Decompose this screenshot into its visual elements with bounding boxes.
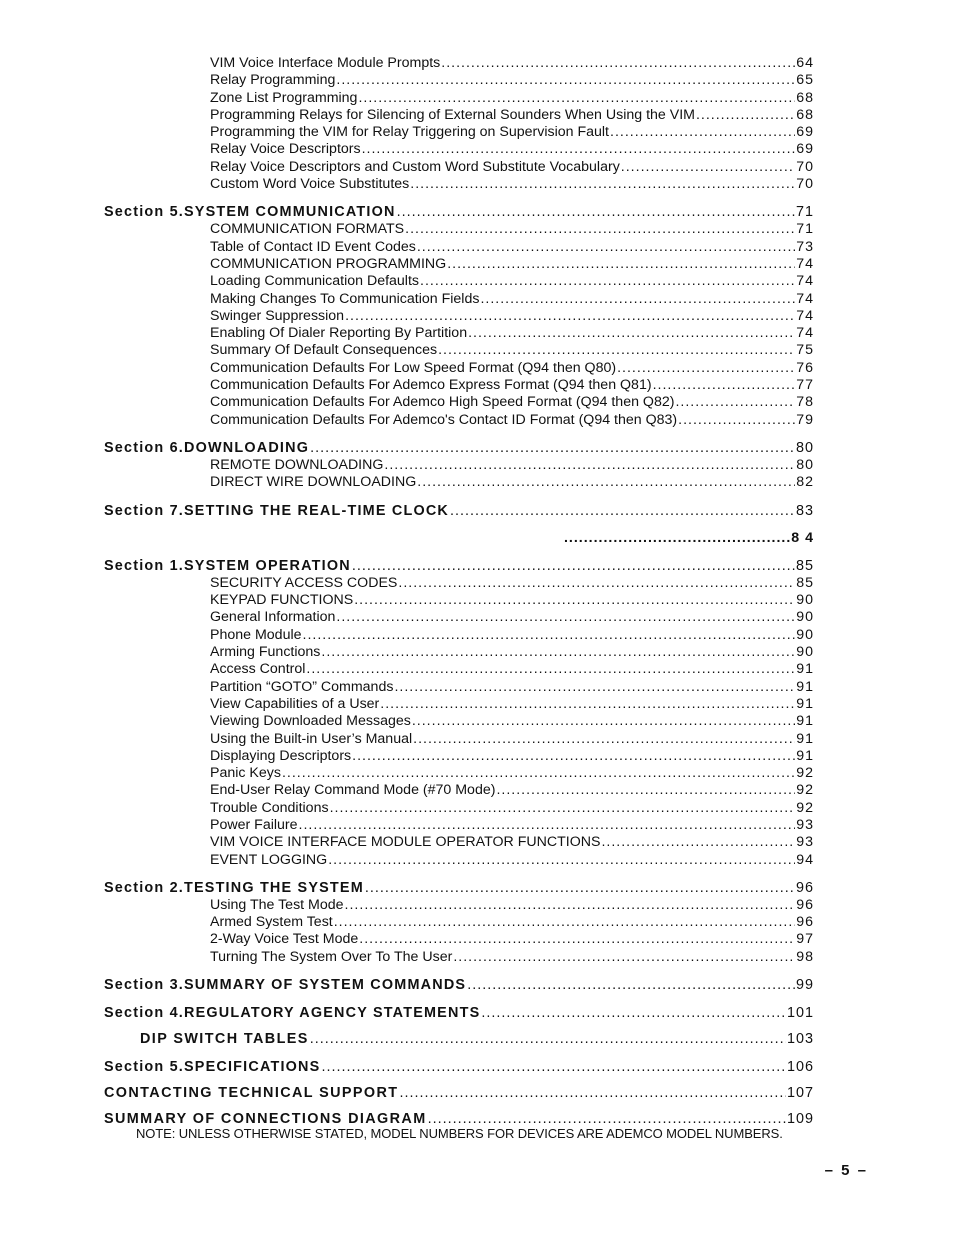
entry-title: 2-Way Voice Test Mode xyxy=(210,931,359,948)
page-ref: 78 xyxy=(796,394,814,411)
toc-subentry xyxy=(104,412,814,429)
page-ref: 91 xyxy=(796,678,814,695)
page-ref: 85 xyxy=(796,574,814,591)
entry-title: VIM Voice Interface Module Prompts xyxy=(210,55,441,71)
page-ref: 90 xyxy=(796,644,814,661)
toc-subentry xyxy=(104,914,814,931)
dot-leader xyxy=(481,1004,786,1022)
toc-subentry xyxy=(104,696,814,713)
entry-title: Communication Defaults For Ademco High Speed Format (Q94 then Q82) xyxy=(210,394,675,411)
entry-title: Using the Built-in User’s Manual xyxy=(210,730,413,747)
page-ref: 106 xyxy=(786,1059,814,1076)
page-ref: 73 xyxy=(796,238,814,255)
dot-leader xyxy=(417,239,795,256)
entry-title: KEYPAD FUNCTIONS xyxy=(210,592,354,609)
entry-title: Custom Word Voice Substitutes xyxy=(210,176,410,193)
entry-title: View Capabilities of a User xyxy=(210,695,380,712)
toc-subentry xyxy=(104,713,814,730)
page-ref: 85 xyxy=(795,557,814,574)
toc-subentry xyxy=(104,273,814,290)
page-ref: 107 xyxy=(786,1085,814,1102)
toc-subentry xyxy=(104,949,814,966)
page-ref: 74 xyxy=(796,307,814,324)
page-ref: 69 xyxy=(796,141,814,158)
page-ref: 97 xyxy=(796,931,814,948)
dot-leader xyxy=(345,308,795,325)
dot-leader xyxy=(330,800,796,817)
toc-orphan-leader xyxy=(104,530,814,547)
dot-leader xyxy=(453,949,795,966)
entry-title: Table of Contact ID Event Codes xyxy=(210,238,416,255)
dot-leader xyxy=(410,176,795,193)
toc-subentry xyxy=(104,661,814,678)
page-ref: 77 xyxy=(796,377,814,394)
page-ref: 90 xyxy=(796,609,814,626)
toc-section-entry xyxy=(104,1058,814,1076)
dot-leader xyxy=(352,557,795,575)
entry-title: Communication Defaults For Low Speed Format (Q94 then Q80) xyxy=(210,359,617,376)
dot-leader xyxy=(362,141,796,158)
page-ref: 65 xyxy=(796,72,814,89)
page-ref: 96 xyxy=(796,914,814,931)
toc-top-entry xyxy=(104,1084,814,1102)
section-number: Section 1. xyxy=(104,557,184,574)
section-number: Section 6. xyxy=(104,439,184,456)
toc-subentry xyxy=(104,592,814,609)
toc-subentry xyxy=(104,748,814,765)
dot-leader xyxy=(358,90,795,107)
toc-subentry xyxy=(104,342,814,359)
entry-title: DIRECT WIRE DOWNLOADING xyxy=(210,474,417,491)
entry-title: Relay Voice Descriptors xyxy=(210,141,361,158)
page-ref: 91 xyxy=(796,661,814,678)
entry-title: SECURITY ACCESS CODES xyxy=(210,574,398,591)
page-ref: 80 xyxy=(795,439,814,456)
dot-leader xyxy=(321,1058,786,1076)
entry-title: Using The Test Mode xyxy=(210,896,344,913)
entry-title: Swinger Suppression xyxy=(210,307,345,324)
page-ref: 91 xyxy=(796,713,814,730)
dot-leader xyxy=(696,107,795,124)
dot-leader xyxy=(352,748,795,765)
dot-leader xyxy=(359,931,795,948)
dot-leader xyxy=(303,627,796,644)
toc-subentry xyxy=(104,609,814,626)
entry-title: Relay Voice Descriptors and Custom Word Substitute Vocabulary xyxy=(210,158,620,175)
entry-title: Programming Relays for Silencing of External Sounders When Using the VIM xyxy=(210,106,695,123)
page-number: – 5 – xyxy=(824,1162,868,1179)
page-ref: 98 xyxy=(796,948,814,965)
page-ref: 79 xyxy=(796,411,814,428)
dot-leader xyxy=(441,55,795,72)
dot-leader xyxy=(601,834,795,851)
toc-subentry xyxy=(104,457,814,474)
toc-subentry xyxy=(104,239,814,256)
dot-leader xyxy=(450,502,795,520)
toc-subentry xyxy=(104,308,814,325)
entry-title: Zone List Programming xyxy=(210,89,358,106)
dot-leader xyxy=(653,377,796,394)
page-ref: 103 xyxy=(786,1031,814,1048)
dot-leader xyxy=(610,124,795,141)
toc-subentry xyxy=(104,55,814,72)
page-ref: 75 xyxy=(796,342,814,359)
entry-title: DIP SWITCH TABLES xyxy=(140,1031,309,1048)
page-ref: 64 xyxy=(796,55,814,71)
entry-title: Partition “GOTO” Commands xyxy=(210,678,394,695)
dot-leader xyxy=(310,1030,786,1048)
dot-leader xyxy=(354,592,795,609)
dot-leader xyxy=(365,879,795,897)
dot-leader xyxy=(394,679,795,696)
page-ref: 82 xyxy=(796,474,814,491)
entry-title: DOWNLOADING xyxy=(183,439,310,456)
entry-title: Power Failure xyxy=(210,816,298,833)
dot-leader xyxy=(336,609,795,626)
page-ref: 92 xyxy=(796,782,814,799)
page-ref: 99 xyxy=(795,977,814,994)
entry-title: Displaying Descriptors xyxy=(210,747,352,764)
page-ref: 96 xyxy=(796,896,814,913)
section-number: Section 2. xyxy=(104,879,184,896)
dot-leader xyxy=(621,159,795,176)
entry-title: SUMMARY OF CONNECTIONS DIAGRAM xyxy=(104,1111,427,1128)
toc-section-entry xyxy=(104,502,814,520)
page-ref: 96 xyxy=(795,879,814,896)
page-ref: 83 xyxy=(795,502,814,519)
toc-subentry xyxy=(104,221,814,238)
toc-subentry xyxy=(104,256,814,273)
toc-section-entry xyxy=(104,879,814,897)
toc-subentry xyxy=(104,141,814,158)
entry-title: SETTING THE REAL-TIME CLOCK xyxy=(183,502,450,519)
entry-title: Arming Functions xyxy=(210,644,321,661)
toc-subentry xyxy=(104,897,814,914)
dot-leader xyxy=(438,342,795,359)
entry-title: General Information xyxy=(210,609,336,626)
page-ref: 91 xyxy=(796,695,814,712)
entry-title: Communication Defaults For Ademco Express Format (Q94 then Q81) xyxy=(210,377,652,394)
dot-leader xyxy=(380,696,795,713)
dot-leader xyxy=(420,273,795,290)
page-ref: 80 xyxy=(796,456,814,473)
page-ref: 90 xyxy=(796,626,814,643)
toc-subentry xyxy=(104,124,814,141)
entry-title: REGULATORY AGENCY STATEMENTS xyxy=(183,1005,481,1022)
dot-leader xyxy=(398,575,795,592)
toc-subentry xyxy=(104,765,814,782)
page-ref: 70 xyxy=(796,158,814,175)
page-ref: 69 xyxy=(796,124,814,141)
entry-title: Access Control xyxy=(210,661,306,678)
toc-subentry xyxy=(104,291,814,308)
entry-title: COMMUNICATION FORMATS xyxy=(210,221,405,238)
entry-title: Programming the VIM for Relay Triggering on Supervision Fault xyxy=(210,124,610,141)
dot-leader xyxy=(468,325,795,342)
toc-subentry xyxy=(104,575,814,592)
toc-section-entry xyxy=(104,1004,814,1022)
dot-leader xyxy=(405,221,795,238)
entry-title: Phone Module xyxy=(210,626,302,643)
entry-title: TESTING THE SYSTEM xyxy=(183,879,364,896)
dot-leader xyxy=(321,644,795,661)
entry-title: Viewing Downloaded Messages xyxy=(210,713,411,730)
entry-title: Trouble Conditions xyxy=(210,799,329,816)
dot-leader xyxy=(384,457,795,474)
toc-subentry xyxy=(104,679,814,696)
page-ref: 70 xyxy=(796,176,814,193)
page-ref: 74 xyxy=(796,273,814,290)
page-ref: 68 xyxy=(796,89,814,106)
toc-subentry xyxy=(104,852,814,869)
page-ref: 92 xyxy=(796,799,814,816)
dot-leader xyxy=(334,914,795,931)
dot-leader xyxy=(678,412,795,429)
toc-subentry xyxy=(104,627,814,644)
page-ref: 74 xyxy=(796,325,814,342)
entry-title: EVENT LOGGING xyxy=(210,851,328,868)
entry-title: Making Changes To Communication Fields xyxy=(210,290,480,307)
toc-subentry xyxy=(104,800,814,817)
dot-leader xyxy=(306,661,795,678)
page-ref: 90 xyxy=(796,592,814,609)
section-number: Section 5. xyxy=(104,1059,184,1076)
dot-leader xyxy=(282,765,795,782)
page-ref: 76 xyxy=(796,359,814,376)
dot-leader xyxy=(310,439,795,457)
dot-leader xyxy=(400,1084,786,1102)
toc-subentry xyxy=(104,72,814,89)
toc-subentry xyxy=(104,644,814,661)
toc-subentry xyxy=(104,394,814,411)
toc-subentry xyxy=(104,325,814,342)
page-ref: 94 xyxy=(796,851,814,868)
page-ref: 91 xyxy=(796,747,814,764)
entry-title: SYSTEM OPERATION xyxy=(183,557,351,574)
toc-dip-entry xyxy=(104,1030,814,1048)
page-ref: 74 xyxy=(796,290,814,307)
toc-subentry xyxy=(104,360,814,377)
table-of-contents xyxy=(104,55,814,1128)
page-ref: 92 xyxy=(796,765,814,782)
dot-leader xyxy=(467,976,795,994)
dot-leader xyxy=(336,72,795,89)
entry-title: Turning The System Over To The User xyxy=(210,948,453,965)
orphan-leader-text: ..............................................8 4 xyxy=(563,529,814,546)
dot-leader xyxy=(480,291,795,308)
toc-section-entry xyxy=(104,976,814,994)
toc-section-entry xyxy=(104,557,814,575)
entry-title: SYSTEM COMMUNICATION xyxy=(183,204,396,221)
page-ref: 93 xyxy=(796,816,814,833)
section-number: Section 7. xyxy=(104,502,184,519)
dot-leader xyxy=(496,782,795,799)
dot-leader xyxy=(447,256,795,273)
toc-subentry xyxy=(104,377,814,394)
toc-subentry xyxy=(104,176,814,193)
toc-section-entry xyxy=(104,203,814,221)
toc-subentry xyxy=(104,474,814,491)
page-ref: 91 xyxy=(796,730,814,747)
dot-leader xyxy=(675,394,795,411)
entry-title: End-User Relay Command Mode (#70 Mode) xyxy=(210,782,496,799)
page-ref: 68 xyxy=(796,106,814,123)
page-ref: 93 xyxy=(796,834,814,851)
entry-title: SPECIFICATIONS xyxy=(183,1059,321,1076)
model-numbers-note: NOTE: UNLESS OTHERWISE STATED, MODEL NUMBERS FOR DEVICES ARE ADEMCO MODEL NUMBERS. xyxy=(136,1126,783,1141)
entry-title: Relay Programming xyxy=(210,72,336,89)
entry-title: SUMMARY OF SYSTEM COMMANDS xyxy=(183,977,467,994)
dot-leader xyxy=(617,360,795,377)
toc-subentry xyxy=(104,817,814,834)
toc-subentry xyxy=(104,834,814,851)
dot-leader xyxy=(413,731,795,748)
section-number: Section 4. xyxy=(104,1005,184,1022)
section-number: Section 3. xyxy=(104,977,184,994)
dot-leader xyxy=(417,474,795,491)
dot-leader xyxy=(299,817,796,834)
page-ref: 101 xyxy=(786,1005,814,1022)
page-ref: 71 xyxy=(796,221,814,238)
entry-title: Panic Keys xyxy=(210,765,281,782)
dot-leader xyxy=(412,713,795,730)
toc-subentry xyxy=(104,90,814,107)
page-ref: 71 xyxy=(795,204,814,221)
section-number: Section 5. xyxy=(104,204,184,221)
entry-title: Communication Defaults For Ademco's Contact ID Format (Q94 then Q83) xyxy=(210,411,678,428)
entry-title: CONTACTING TECHNICAL SUPPORT xyxy=(104,1085,399,1102)
entry-title: COMMUNICATION PROGRAMMING xyxy=(210,255,447,272)
toc-subentry xyxy=(104,731,814,748)
page-ref: 74 xyxy=(796,255,814,272)
entry-title: VIM VOICE INTERFACE MODULE OPERATOR FUNCTIONS xyxy=(210,834,601,851)
entry-title: Armed System Test xyxy=(210,914,333,931)
toc-section-entry xyxy=(104,439,814,457)
dot-leader xyxy=(345,897,796,914)
entry-title: Loading Communication Defaults xyxy=(210,273,419,290)
toc-subentry xyxy=(104,107,814,124)
dot-leader xyxy=(397,203,795,221)
entry-title: Enabling Of Dialer Reporting By Partition xyxy=(210,325,468,342)
page-ref: 109 xyxy=(786,1111,814,1128)
dot-leader xyxy=(328,852,795,869)
toc-subentry xyxy=(104,782,814,799)
toc-subentry xyxy=(104,931,814,948)
entry-title: REMOTE DOWNLOADING xyxy=(210,456,384,473)
entry-title: Summary Of Default Consequences xyxy=(210,342,438,359)
toc-subentry xyxy=(104,159,814,176)
